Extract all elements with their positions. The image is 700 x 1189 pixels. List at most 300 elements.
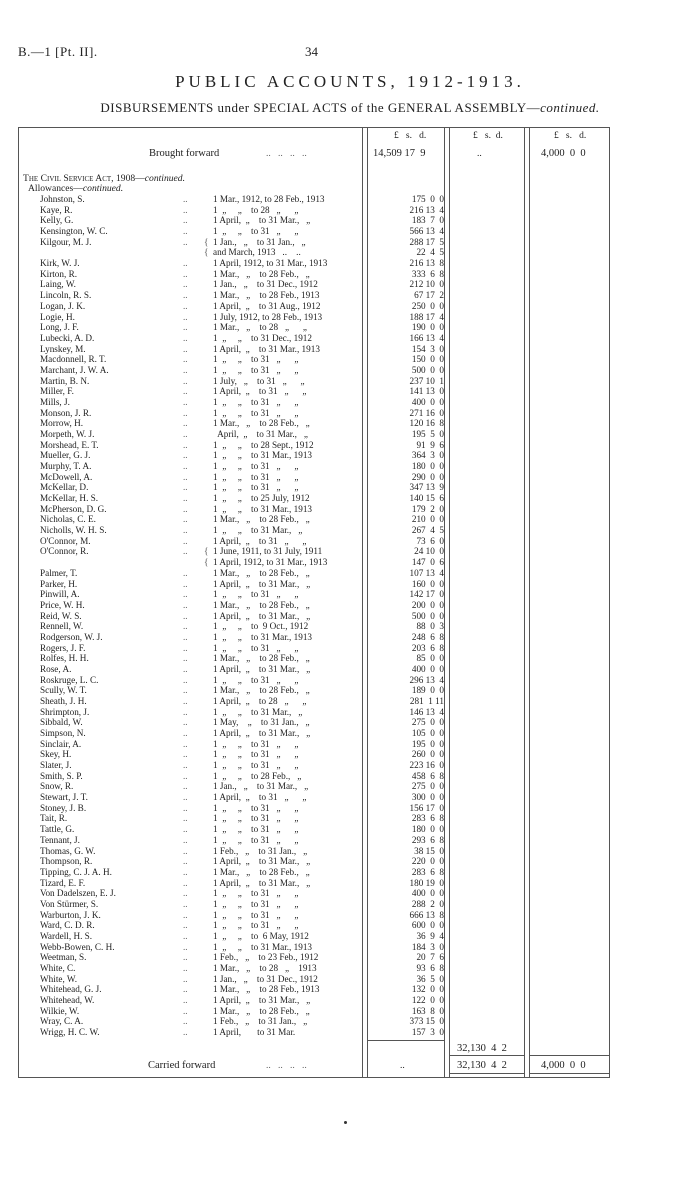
ledger-row xyxy=(18,226,448,237)
leader-dots: .. xyxy=(183,268,188,279)
leader-dots: .. xyxy=(183,258,188,269)
allowance-period: 1 „ „ to 9 Oct., 1912 xyxy=(213,621,309,632)
leader-dots: .. xyxy=(183,503,188,514)
ledger-row xyxy=(18,482,448,493)
leader-dots: .. xyxy=(183,461,188,471)
ledger-row xyxy=(18,386,448,397)
payee-name: Lynskey, M. xyxy=(40,343,86,354)
ledger-row xyxy=(18,781,448,792)
ledger-row xyxy=(18,322,448,333)
leader-dots: .. xyxy=(183,439,188,450)
payee-name: Weetman, S. xyxy=(40,952,87,963)
row-amount: 175 0 0 xyxy=(411,194,444,204)
allowance-period: 1 Jan., „ to 31 Mar., „ xyxy=(213,781,309,792)
row-amount: 364 3 0 xyxy=(411,450,444,461)
allowance-period: 1 April, „ to 31 Mar., „ xyxy=(213,728,311,738)
leader-dots: .. xyxy=(183,984,188,995)
allowance-period: 1 Mar., „ to 28 Feb., „ xyxy=(213,1005,310,1016)
payee-name: Sinclair, A. xyxy=(40,738,82,749)
allowance-period: 1 „ „ to 31 „ „ xyxy=(213,364,299,375)
allowance-period: 1 „ „ to 31 „ „ xyxy=(213,920,299,931)
ledger-row xyxy=(18,205,448,216)
payee-name: Nicholls, W. H. S. xyxy=(40,525,107,536)
payee-name: Palmer, T. xyxy=(40,567,78,578)
ledger-row xyxy=(18,536,448,547)
column-currency-header-1: £ s. d. xyxy=(394,131,427,141)
payee-name: Lincoln, R. S. xyxy=(40,290,92,301)
leader-dots: .. xyxy=(183,610,188,621)
ledger-row xyxy=(18,237,448,248)
row-amount: 36 9 4 xyxy=(416,930,444,941)
section-subheading-continued: continued. xyxy=(82,183,124,194)
allowance-period: 1 Mar., „ to 28 Feb., „ xyxy=(213,866,310,877)
brought-forward-amount: 14,509 17 9 xyxy=(373,148,426,159)
leader-dots: .. xyxy=(183,663,188,674)
leader-dots: .. xyxy=(183,770,188,781)
leader-dots: .. xyxy=(183,279,188,290)
row-amount: 223 16 0 xyxy=(409,760,444,770)
ledger-row xyxy=(18,632,448,643)
row-amount: 216 13 8 xyxy=(409,258,444,269)
leader-dots: .. xyxy=(183,471,188,482)
allowance-period: 1 Mar., „ to 28 Feb., „ xyxy=(213,567,310,578)
row-amount: 188 17 4 xyxy=(409,311,444,322)
leader-dots: .. xyxy=(183,396,188,407)
payee-name: Stoney, J. B. xyxy=(40,802,87,813)
brought-forward-dots: .. .. .. .. xyxy=(266,148,307,159)
row-amount: 183 7 0 xyxy=(411,215,444,226)
row-amount: 210 0 0 xyxy=(411,514,444,525)
leader-dots: .. xyxy=(183,995,188,1005)
ledger-row xyxy=(18,952,448,963)
ledger-row xyxy=(18,867,448,878)
leader-dots: .. xyxy=(183,589,188,600)
row-amount: 373 15 0 xyxy=(409,1016,444,1027)
row-amount: 283 6 8 xyxy=(411,866,444,877)
ledger-row xyxy=(18,354,448,365)
payee-name: McDowell, A. xyxy=(40,471,93,482)
carried-rule-bottom xyxy=(450,1073,524,1074)
leader-dots: .. xyxy=(183,642,188,653)
top-rule xyxy=(18,127,610,128)
payee-name: Pinwill, A. xyxy=(40,589,80,600)
payee-name: Tattle, G. xyxy=(40,824,75,835)
allowance-period: 1 „ „ to 31 Mar., 1913 xyxy=(213,631,313,642)
leader-dots: .. xyxy=(183,653,188,664)
leader-dots: .. xyxy=(183,1016,188,1027)
payee-name: Rodgerson, W. J. xyxy=(40,631,103,642)
subtitle-continued: continued. xyxy=(540,100,600,115)
allowance-period: 1 Mar., 1912, to 28 Feb., 1913 xyxy=(213,194,325,204)
leader-dots: .. xyxy=(183,845,188,856)
payee-name: McKellar, D. xyxy=(40,482,89,493)
row-amount: 195 5 0 xyxy=(411,429,444,439)
allowance-period: 1 April, „ to 31 Mar., „ xyxy=(213,610,311,621)
ledger-row xyxy=(18,440,448,451)
ledger-row xyxy=(18,707,448,718)
payee-name: Logie, H. xyxy=(40,311,75,322)
ledger-row xyxy=(18,984,448,995)
payee-name: Tizard, E. F. xyxy=(40,877,86,888)
allowance-period: 1 July, 1912, to 28 Feb., 1913 xyxy=(213,311,323,322)
ledger-row xyxy=(18,408,448,419)
row-amount: 91 9 6 xyxy=(416,439,444,450)
allowance-period: 1 April, „ to 31 „ „ xyxy=(213,535,307,546)
payee-name: Parker, H. xyxy=(40,578,78,589)
ledger-row xyxy=(18,1016,448,1027)
payee-name: Wardell, H. S. xyxy=(40,930,93,941)
row-amount: 73 6 0 xyxy=(416,535,444,546)
ledger-row xyxy=(18,856,448,867)
allowance-period: 1 April, „ to 31 Mar., „ xyxy=(213,856,311,867)
allowance-period: 1 „ „ to 31 „ „ xyxy=(213,888,299,899)
row-amount: 85 0 0 xyxy=(416,653,444,664)
payee-name: Rennell, W. xyxy=(40,621,84,632)
carried-rule-bottom-3 xyxy=(530,1073,609,1074)
payee-name: Murphy, T. A. xyxy=(40,461,92,471)
column-currency-header-2: £ s. d. xyxy=(473,131,503,141)
row-amount: 88 0 3 xyxy=(416,621,444,632)
leader-dots: .. xyxy=(183,429,188,439)
ink-dot xyxy=(344,1121,347,1124)
payee-name: Von Dadelszen, E. J. xyxy=(40,888,116,899)
allowance-period: 1 Feb., „ to 23 Feb., 1912 xyxy=(213,952,319,963)
ledger-row xyxy=(18,696,448,707)
allowance-period: 1 „ „ to 31 Mar., 1913 xyxy=(213,941,313,952)
leader-dots: .. xyxy=(183,866,188,877)
row-amount: 290 0 0 xyxy=(411,471,444,482)
row-amount: 566 13 4 xyxy=(409,226,444,236)
leader-dots: .. xyxy=(183,877,188,888)
brace-mark: { xyxy=(204,557,209,568)
payee-name: Macdonnell, R. T. xyxy=(40,354,107,365)
row-amount: 216 13 4 xyxy=(409,204,444,215)
allowance-period: 1 April, 1912, to 31 Mar., 1913 xyxy=(213,557,328,568)
ledger-row xyxy=(18,258,448,269)
row-amount: 22 4 5 xyxy=(416,247,444,258)
row-amount: 24 10 0 xyxy=(414,546,444,557)
row-amount: 293 6 8 xyxy=(411,834,444,845)
row-amount: 157 3 0 xyxy=(411,1027,444,1037)
ledger-row xyxy=(18,899,448,910)
leader-dots: .. xyxy=(183,578,188,589)
payee-name: Rolfes, H. H. xyxy=(40,653,89,664)
allowance-period: 1 „ „ to 31 Dec., 1912 xyxy=(213,332,312,343)
payee-name: Kilgour, M. J. xyxy=(40,236,92,247)
allowance-period: 1 „ „ to 31 „ „ xyxy=(213,642,299,653)
accounts-table xyxy=(18,127,610,1084)
allowance-period: 1 Mar., „ to 28 Feb., „ xyxy=(213,514,310,525)
allowance-period: 1 „ „ to 31 „ „ xyxy=(213,226,299,236)
ledger-row xyxy=(18,611,448,622)
leader-dots: .. xyxy=(183,311,188,322)
allowance-period: 1 July, „ to 31 „ „ xyxy=(213,375,305,386)
row-amount: 500 0 0 xyxy=(411,610,444,621)
payee-name: Rogers, J. F. xyxy=(40,642,86,653)
leader-dots: .. xyxy=(183,952,188,963)
payee-name: Mills, J. xyxy=(40,396,70,407)
allowance-period: 1 „ „ to 28 Sept., 1912 xyxy=(213,439,314,450)
leader-dots: .. xyxy=(183,685,188,696)
ledger-row xyxy=(18,589,448,600)
leader-dots: .. xyxy=(183,898,188,909)
payee-name: McPherson, D. G. xyxy=(40,503,107,514)
allowance-period: 1 Mar., „ to 28 Feb., 1913 xyxy=(213,290,320,301)
ledger-row xyxy=(18,813,448,824)
allowance-period: 1 Jan., „ to 31 Dec., 1912 xyxy=(213,973,318,984)
leader-dots: .. xyxy=(183,535,188,546)
payee-name: Miller, F. xyxy=(40,386,74,397)
allowance-period: 1 „ „ to 28 Feb., „ xyxy=(213,770,302,781)
ledger-row xyxy=(18,493,448,504)
row-amount: 195 0 0 xyxy=(411,738,444,749)
ledger-row xyxy=(18,621,448,632)
row-amount: 180 0 0 xyxy=(411,461,444,471)
ledger-row xyxy=(18,568,448,579)
allowance-period: 1 Mar., „ to 28 Feb., „ xyxy=(213,418,310,429)
payee-name: O'Connor, R. xyxy=(40,546,89,557)
payee-name: Snow, R. xyxy=(40,781,74,792)
ledger-row xyxy=(18,685,448,696)
allowance-period: 1 „ „ to 31 „ „ xyxy=(213,738,299,749)
column-currency-header-3: £ s. d. xyxy=(554,131,587,141)
column-rule-4 xyxy=(449,127,450,1077)
payee-name: Lubecki, A. D. xyxy=(40,332,95,343)
allowance-period: 1 April, 1912, to 31 Mar., 1913 xyxy=(213,258,328,269)
row-amount: 400 0 0 xyxy=(411,396,444,407)
leader-dots: .. xyxy=(183,375,188,386)
leader-dots: .. xyxy=(183,973,188,984)
leader-dots: .. xyxy=(183,450,188,461)
carried-rule-top-3 xyxy=(530,1055,609,1056)
leader-dots: .. xyxy=(183,738,188,749)
payee-name: McKellar, H. S. xyxy=(40,493,99,503)
row-amount: 288 17 5 xyxy=(409,236,444,247)
allowance-period: 1 April, „ to 31 „ „ xyxy=(213,386,307,397)
leader-dots: .. xyxy=(183,920,188,931)
ledger-row xyxy=(18,664,448,675)
allowance-period: and March, 1913 .. .. xyxy=(213,247,301,258)
allowance-period: 1 „ „ to 31 Mar., 1913 xyxy=(213,450,313,461)
subtotal-amount: 32,130 4 2 xyxy=(457,1043,507,1054)
payee-name: Shrimpton, J. xyxy=(40,706,90,717)
allowance-period: 1 „ „ to 31 Mar., 1913 xyxy=(213,503,313,514)
row-amount: 275 0 0 xyxy=(411,781,444,792)
row-amount: 275 0 0 xyxy=(411,717,444,728)
leader-dots: .. xyxy=(183,728,188,738)
section-heading-text: The Civil Service Act, 1908— xyxy=(23,173,145,184)
ledger-row xyxy=(18,579,448,590)
leader-dots: .. xyxy=(183,909,188,920)
row-amount: 120 16 8 xyxy=(409,418,444,429)
payee-name: Thomas, G. W. xyxy=(40,845,96,856)
payee-name: Kaye, R. xyxy=(40,204,73,215)
leader-dots: .. xyxy=(183,236,188,247)
leader-dots: .. xyxy=(183,482,188,493)
leader-dots: .. xyxy=(183,386,188,397)
subtotal-rule xyxy=(368,1040,444,1041)
allowance-period: 1 Mar., „ to 28 Feb., „ xyxy=(213,599,310,610)
carried-forward-dots: .. .. .. .. xyxy=(266,1060,307,1071)
ledger-row xyxy=(18,247,448,258)
ledger-row xyxy=(18,344,448,355)
leader-dots: .. xyxy=(183,706,188,717)
leader-dots: .. xyxy=(183,567,188,578)
row-amount: 250 0 0 xyxy=(411,300,444,311)
ledger-row xyxy=(18,333,448,344)
payee-name: Ward, C. D. R. xyxy=(40,920,95,931)
leader-dots: .. xyxy=(183,834,188,845)
payee-name: White, W. xyxy=(40,973,77,984)
ledger-row xyxy=(18,557,448,568)
column-rule-5 xyxy=(524,127,525,1077)
leader-dots: .. xyxy=(183,514,188,525)
row-amount: 248 6 8 xyxy=(411,631,444,642)
payee-name: Webb-Bowen, C. H. xyxy=(40,941,115,952)
column-rule-6 xyxy=(529,127,530,1077)
leader-dots: .. xyxy=(183,226,188,236)
payee-name: Laing, W. xyxy=(40,279,76,290)
payee-name: Morpeth, W. J. xyxy=(40,429,95,439)
ledger-row xyxy=(18,920,448,931)
row-amount: 267 4 5 xyxy=(411,525,444,536)
ledger-row xyxy=(18,728,448,739)
payee-name: Wray, C. A. xyxy=(40,1016,84,1027)
row-amount: 122 0 0 xyxy=(411,995,444,1005)
leader-dots: .. xyxy=(183,888,188,899)
row-amount: 160 0 0 xyxy=(411,578,444,589)
row-amount: 300 0 0 xyxy=(411,792,444,803)
ledger-row xyxy=(18,888,448,899)
payee-name: Kensington, W. C. xyxy=(40,226,108,236)
allowance-period: 1 Mar., „ to 28 Feb., 1913 xyxy=(213,984,320,995)
row-amount: 500 0 0 xyxy=(411,364,444,375)
leader-dots: .. xyxy=(183,1027,188,1037)
allowance-period: April, „ to 31 Mar., „ xyxy=(213,429,308,439)
payee-name: Tennant, J. xyxy=(40,834,80,845)
leader-dots: .. xyxy=(183,332,188,343)
carried-forward-label: Carried forward xyxy=(148,1060,216,1071)
leader-dots: .. xyxy=(183,322,188,333)
subtitle-main: DISBURSEMENTS under SPECIAL ACTS of the GENERAL ASSEMBLY— xyxy=(100,100,541,115)
row-amount: 281 1 11 xyxy=(409,696,444,706)
payee-name: White, C. xyxy=(40,963,76,973)
row-amount: 179 2 0 xyxy=(411,503,444,514)
leader-dots: .. xyxy=(183,599,188,610)
allowance-period: 1 „ „ to 31 „ „ xyxy=(213,834,299,845)
allowance-period: 1 June, 1911, to 31 July, 1911 xyxy=(213,546,323,557)
leader-dots: .. xyxy=(183,856,188,867)
allowance-period: 1 Mar., „ to 28 „ „ xyxy=(213,322,307,333)
ledger-row xyxy=(18,504,448,515)
allowance-period: 1 „ „ to 31 „ „ xyxy=(213,674,299,685)
leader-dots: .. xyxy=(183,813,188,824)
allowance-period: 1 Mar., „ to 28 „ 1913 xyxy=(213,963,317,973)
row-amount: 283 6 8 xyxy=(411,813,444,824)
page-subtitle xyxy=(0,100,700,116)
ledger-row xyxy=(18,215,448,226)
page-title: PUBLIC ACCOUNTS, 1912-1913. xyxy=(175,72,525,91)
leader-dots: .. xyxy=(183,760,188,770)
row-amount: 190 0 0 xyxy=(411,322,444,333)
leader-dots: .. xyxy=(183,215,188,226)
row-amount: 20 7 6 xyxy=(416,952,444,963)
ledger-row xyxy=(18,461,448,472)
ledger-row xyxy=(18,514,448,525)
ledger-row xyxy=(18,643,448,654)
payee-name: Scully, W. T. xyxy=(40,685,87,696)
ledger-row xyxy=(18,878,448,889)
leader-dots: .. xyxy=(183,418,188,429)
row-amount: 347 13 9 xyxy=(409,482,444,493)
carried-forward-col1: .. xyxy=(400,1060,405,1071)
ledger-row xyxy=(18,846,448,857)
allowance-period: 1 April, „ to 31 Mar., „ xyxy=(213,995,311,1005)
leader-dots: .. xyxy=(183,631,188,642)
allowance-period: 1 April, „ to 31 Mar., „ xyxy=(213,215,311,226)
carried-forward-col3: 4,000 0 0 xyxy=(541,1060,586,1071)
payee-name: Stewart, J. T. xyxy=(40,792,88,803)
row-amount: 237 10 1 xyxy=(409,375,444,386)
payee-name: Simpson, N. xyxy=(40,728,86,738)
allowance-period: 1 April, „ to 31 Mar., „ xyxy=(213,663,311,674)
document-reference: B.—1 [Pt. II]. xyxy=(18,44,98,59)
ledger-row xyxy=(18,546,448,557)
row-amount: 666 13 8 xyxy=(409,909,444,920)
payee-name: Whitehead, W. xyxy=(40,995,95,1005)
ledger-row xyxy=(18,995,448,1006)
payee-name: Johnston, S. xyxy=(40,194,85,204)
leader-dots: .. xyxy=(183,493,188,503)
allowance-period: 1 „ „ to 31 „ „ xyxy=(213,354,299,365)
payee-name: Marchant, J. W. A. xyxy=(40,364,109,375)
row-amount: 141 13 0 xyxy=(409,386,444,397)
payee-name: Whitehead, G. J. xyxy=(40,984,102,995)
row-amount: 163 8 0 xyxy=(411,1005,444,1016)
ledger-row xyxy=(18,312,448,323)
allowance-period: 1 „ „ to 31 „ „ xyxy=(213,824,299,835)
allowance-period: 1 „ „ to 31 „ „ xyxy=(213,749,299,760)
ledger-row xyxy=(18,675,448,686)
payee-name: Von Stürmer, S. xyxy=(40,898,99,909)
leader-dots: .. xyxy=(183,290,188,301)
allowance-period: 1 „ „ to 31 „ „ xyxy=(213,589,299,600)
leader-dots: .. xyxy=(183,407,188,418)
row-amount: 36 5 0 xyxy=(416,973,444,984)
row-amount: 150 0 0 xyxy=(411,354,444,365)
allowance-period: 1 „ „ to 28 „ „ xyxy=(213,204,299,215)
ledger-row xyxy=(18,376,448,387)
ledger-row xyxy=(18,974,448,985)
row-amount: 333 6 8 xyxy=(411,268,444,279)
leader-dots: .. xyxy=(183,963,188,973)
leader-dots: .. xyxy=(183,717,188,728)
row-amount: 203 6 8 xyxy=(411,642,444,653)
ledger-row xyxy=(18,279,448,290)
row-amount: 166 13 4 xyxy=(409,332,444,343)
allowance-period: 1 April, to 31 Mar. xyxy=(213,1027,296,1037)
section-heading-continued: continued. xyxy=(144,173,185,184)
ledger-row xyxy=(18,835,448,846)
ledger-row xyxy=(18,749,448,760)
allowance-period: 1 „ „ to 31 „ „ xyxy=(213,802,299,813)
payee-name: Tipping, C. J. A. H. xyxy=(40,866,112,877)
ledger-row xyxy=(18,910,448,921)
leader-dots: .. xyxy=(183,792,188,803)
right-border xyxy=(609,127,610,1077)
leader-dots: .. xyxy=(183,749,188,760)
row-amount: 38 15 0 xyxy=(414,845,444,856)
